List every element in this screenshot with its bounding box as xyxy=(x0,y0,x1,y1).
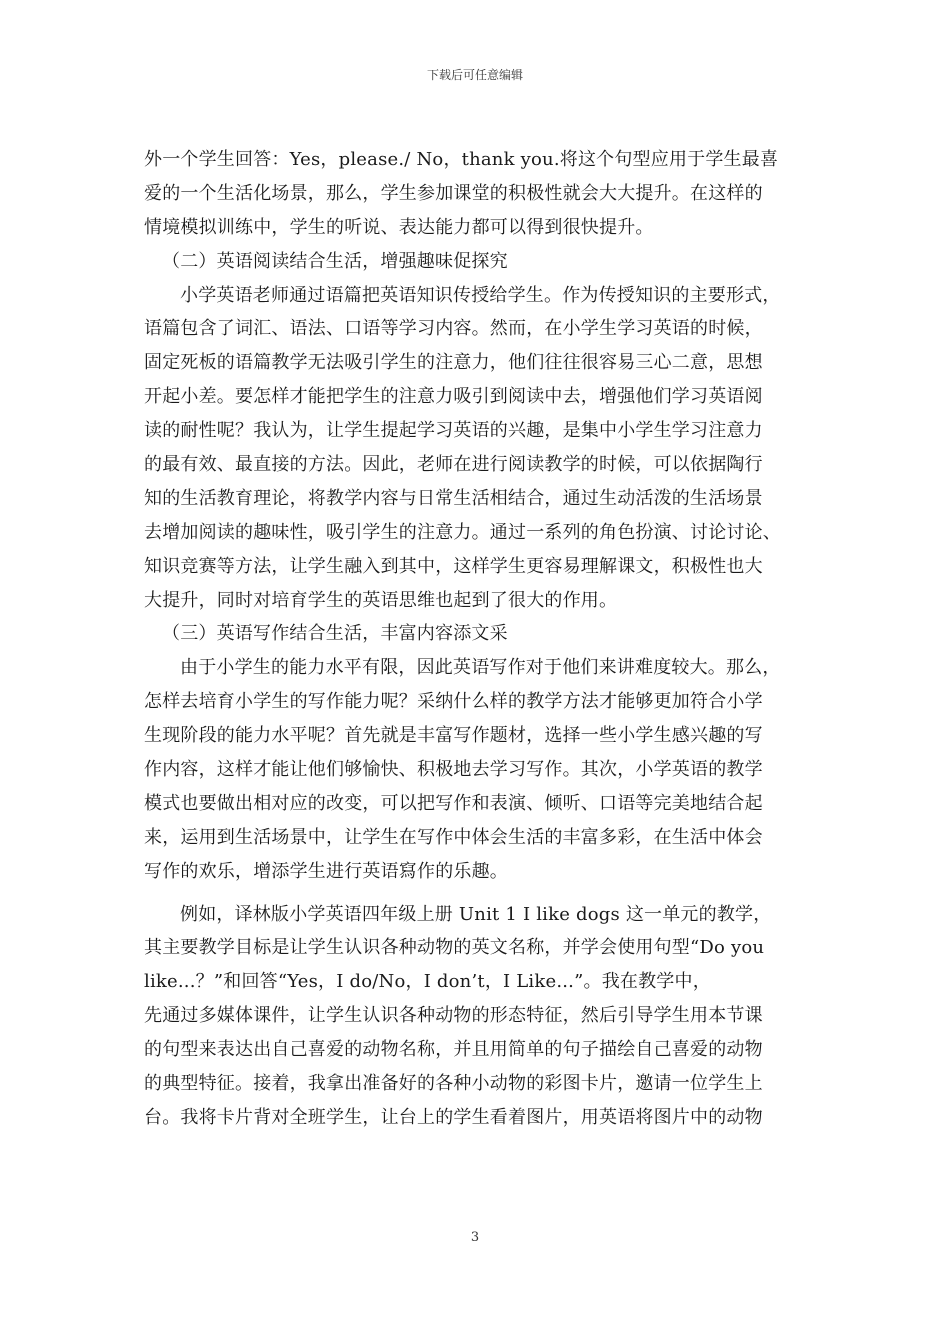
paragraph-line: 来，运用到生活场景中，让学生在写作中体会生活的丰富多彩，在生活中体会 xyxy=(144,826,763,848)
paragraph-line: 知识竞赛等方法，让学生融入到其中，这样学生更容易理解课文，积极性也大 xyxy=(144,555,763,577)
paragraph-line: 的最有效、最直接的方法。因此，老师在进行阅读教学的时候，可以依据陶行 xyxy=(144,454,763,476)
paragraph-line: 大提升，同时对培育学生的英语思维也起到了很大的作用。 xyxy=(144,589,618,611)
paragraph-line: 由于小学生的能力水平有限，因此英语写作对于他们来讲难度较大。那么， xyxy=(180,657,781,679)
page-number: 3 xyxy=(470,1230,480,1245)
paragraph-line: 模式也要做出相对应的改变，可以把写作和表演、倾听、口语等完美地结合起 xyxy=(144,792,763,814)
paragraph-gap xyxy=(144,889,814,898)
page-header: 下载后可任意编辑 xyxy=(426,68,523,82)
paragraph-line: 怎样去培育小学生的写作能力呢？采纳什么样的教学方法才能够更加符合小学 xyxy=(144,691,763,713)
paragraph-line: 其主要教学目标是让学生认识各种动物的英文名称，并学会使用句型“Do you xyxy=(144,937,765,959)
paragraph-line: 语篇包含了词汇、语法、口语等学习内容。然而，在小学生学习英语的时候， xyxy=(144,318,763,340)
paragraph-line: 情境模拟训练中，学生的听说、表达能力都可以得到很快提升。 xyxy=(144,216,654,238)
paragraph-line: 知的生活教育理论，将教学内容与日常生活相结合，通过生动活泼的生活场景 xyxy=(144,487,763,509)
document-body xyxy=(144,143,814,1135)
paragraph-line: 固定死板的语篇教学无法吸引学生的注意力，他们往往很容易三心二意，思想 xyxy=(144,352,763,374)
paragraph-line: 去增加阅读的趣味性，吸引学生的注意力。通过一系列的角色扮演、讨论讨论、 xyxy=(144,521,781,543)
paragraph-line: 生现阶段的能力水平呢？首先就是丰富写作题材，选择一些小学生感兴趣的写 xyxy=(144,725,763,747)
section-heading: （二）英语阅读结合生活，增强趣味促探究 xyxy=(162,250,508,272)
paragraph-line: 开起小差。要怎样才能把学生的注意力吸引到阅读中去，增强他们学习英语阅 xyxy=(144,386,763,408)
paragraph-line: 小学英语老师通过语篇把英语知识传授给学生。作为传授知识的主要形式， xyxy=(180,284,781,306)
paragraph-line: 先通过多媒体课件，让学生认识各种动物的形态特征，然后引导学生用本节课 xyxy=(144,1005,763,1027)
paragraph-line: like...？”和回答“Yes，I do/No，I don’t，I Like...”。我在教学中， xyxy=(144,971,711,993)
paragraph-line: 爱的一个生活化场景，那么，学生参加课堂的积极性就会大大提升。在这样的 xyxy=(144,182,763,204)
paragraph-line: 例如，译林版小学英语四年级上册 Unit 1 I like dogs 这一单元的教学， xyxy=(180,903,772,925)
paragraph-line: 台。我将卡片背对全班学生，让台上的学生看着图片，用英语将图片中的动物 xyxy=(144,1106,763,1128)
paragraph-line: 外一个学生回答：Yes，please./ No，thank you.将这个句型应用于学生最喜 xyxy=(144,149,779,170)
paragraph-line: 的句型来表达出自己喜爱的动物名称，并且用简单的句子描绘自己喜爱的动物 xyxy=(144,1039,763,1061)
paragraph-line: 的典型特征。接着，我拿出准备好的各种小动物的彩图卡片，邀请一位学生上 xyxy=(144,1073,763,1095)
section-heading: （三）英语写作结合生活，丰富内容添文采 xyxy=(162,623,508,645)
paragraph-line: 读的耐性呢？我认为，让学生提起学习英语的兴趣，是集中小学生学习注意力 xyxy=(144,420,763,442)
paragraph-line: 写作的欢乐，增添学生进行英语寫作的乐趣。 xyxy=(144,860,508,882)
paragraph-line: 作内容，这样才能让他们够愉快、积极地去学习写作。其次，小学英语的教学 xyxy=(144,759,763,781)
